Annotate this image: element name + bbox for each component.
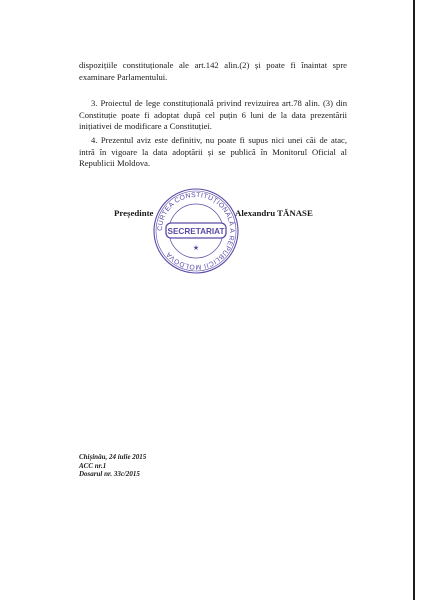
- official-stamp: [146, 187, 246, 275]
- text-line: Constituție poate fi adoptat după cel puțin 6 luni de la data prezentării: [79, 109, 347, 120]
- text-line: examinare Parlamentului.: [79, 71, 168, 82]
- paragraph-point-3: [79, 98, 347, 133]
- stamp-outer-text: CURTEA CONSTITUȚIONALĂ A REPUBLICII MOLDOVA: [156, 191, 236, 271]
- paragraph-point-4: [79, 135, 347, 170]
- document-footer: [79, 453, 146, 479]
- president-title: Președinte: [114, 208, 154, 218]
- text-line: 4. Prezentul aviz este definitiv, nu poate fi supus nici unei căi de atac,: [91, 135, 347, 145]
- text-line: Republicii Moldova.: [79, 158, 151, 169]
- footer-file-number: Dosarul nr. 33c/2015: [79, 470, 140, 479]
- president-name: Alexandru TĂNASE: [235, 208, 313, 218]
- stamp-center-text: SECRETARIAT: [167, 227, 225, 236]
- text-line: inițiativei de modificare a Constituției.: [79, 121, 212, 132]
- footer-reference: ACC nr.1: [79, 461, 107, 470]
- paragraph-continuation: [79, 60, 347, 83]
- text-line: dispozițiile constituționale ale art.142 alin.(2) și poate fi înaintat spre: [79, 60, 347, 70]
- text-line: 3. Proiectul de lege constituțională privind revizuirea art.78 alin. (3) din: [91, 98, 347, 108]
- footer-place-date: Chișinău, 24 iulie 2015: [79, 453, 147, 461]
- stamp-star-icon: ★: [192, 245, 200, 252]
- scan-edge-line: [413, 0, 415, 600]
- text-line: intră în vigoare la data adoptării și se publică în Monitorul Oficial al: [79, 146, 347, 157]
